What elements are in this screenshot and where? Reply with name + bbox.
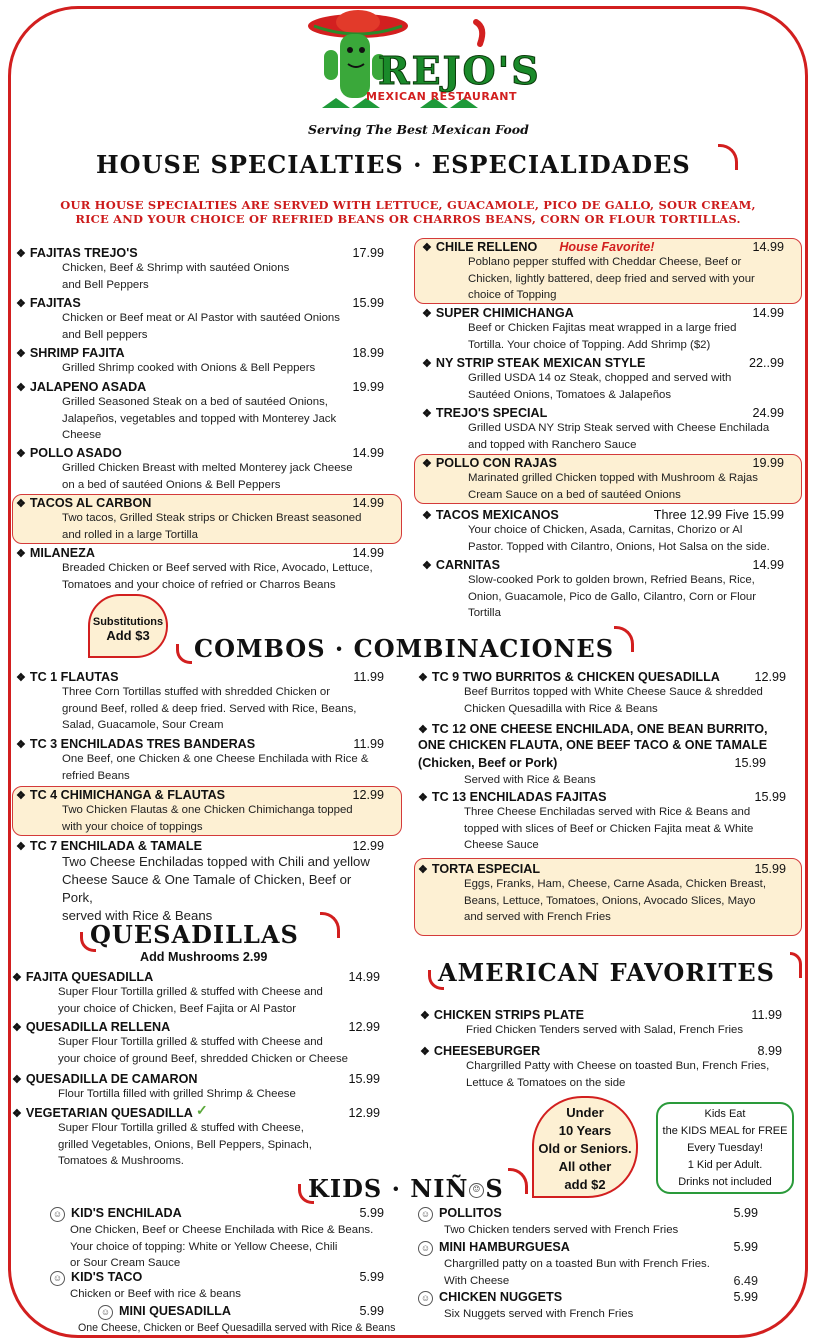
- bullet-diamond-icon: ❖: [16, 382, 26, 394]
- menu-item-price: 19.99: [752, 456, 784, 470]
- menu-item-header: [422, 456, 784, 470]
- menu-item-name: TC 1 FLAUTAS: [29, 670, 119, 684]
- menu-item-price: 15.99: [754, 862, 786, 876]
- menu-item-name-line2: ONE CHICKEN FLAUTA, ONE BEEF TACO & ONE TAMALE: [418, 738, 768, 752]
- menu-item-description: Served with Rice & Beans: [464, 774, 596, 786]
- house-note-line1: OUR HOUSE SPECIALTIES ARE SERVED WITH LETTUCE, GUACAMOLE, PICO DE GALLO, SOUR CREAM,: [60, 198, 756, 212]
- kids-title-text: KIDS · NIÑ: [308, 1174, 469, 1203]
- bullet-diamond-icon: ❖: [418, 864, 428, 876]
- menu-item-extra-price: 6.49: [733, 1273, 758, 1288]
- menu-item-description: Grilled Seasoned Steak on a bed of sautéed Onions,: [62, 396, 328, 408]
- menu-item-name-line3-row: [418, 754, 786, 772]
- menu-item-header: [16, 296, 384, 310]
- menu-item-description: and served with French Fries: [464, 911, 611, 923]
- menu-item-description: Cream Sauce on a bed of sautéed Onions: [468, 488, 681, 501]
- menu-item-description: Super Flour Tortilla grilled & stuffed with Cheese and: [58, 1036, 323, 1048]
- menu-item: [16, 296, 384, 343]
- menu-item-description: Marinated grilled Chicken topped with Mushroom & Rajas: [468, 472, 758, 484]
- menu-item-header: [16, 546, 384, 560]
- menu-item-description: your choice of ground Beef, shredded Chicken or Cheese: [58, 1052, 349, 1065]
- menu-item: [418, 1240, 758, 1289]
- menu-item-header: [420, 1008, 782, 1022]
- menu-item-price: 17.99: [352, 246, 384, 260]
- smiley-icon: ☺: [418, 1207, 433, 1222]
- menu-item-header: [16, 446, 384, 460]
- menu-item-description: Six Nuggets served with French Fries: [444, 1308, 634, 1320]
- menu-item-header: [422, 508, 784, 522]
- under10-l5: add $2: [564, 1177, 606, 1192]
- menu-item: [16, 496, 384, 543]
- menu-item-price: 15.99: [348, 1072, 380, 1086]
- menu-item-header: [422, 406, 784, 420]
- menu-item-name: POLLITOS: [439, 1206, 502, 1220]
- menu-item-extra-row: [418, 1273, 758, 1290]
- bullet-diamond-icon: ❖: [418, 724, 428, 736]
- menu-item-description: Beef or Chicken Fajitas meat wrapped in a large fried: [468, 322, 737, 334]
- substitutions-line2: Add $3: [106, 628, 150, 643]
- menu-item-description: Tomatoes & Mushrooms.: [58, 1155, 184, 1167]
- menu-item: [422, 558, 784, 622]
- menu-item-price: 14.99: [348, 970, 380, 984]
- menu-item-description: Chargrilled Patty with Cheese on toasted Bun, French Fries,: [466, 1060, 770, 1072]
- menu-item-description: served with Rice & Beans: [62, 908, 213, 923]
- menu-item-description: Poblano pepper stuffed with Cheddar Cheese, Beef or: [468, 256, 742, 268]
- menu-item-header: [12, 1072, 380, 1086]
- menu-item-description: and Bell peppers: [62, 328, 148, 341]
- bullet-diamond-icon: ❖: [422, 560, 432, 572]
- menu-item-name: FAJITAS TREJO'S: [29, 246, 138, 260]
- menu-item-price: Three 12.99 Five 15.99: [653, 508, 784, 522]
- bullet-diamond-icon: ❖: [422, 308, 432, 320]
- menu-item-name: CHICKEN STRIPS PLATE: [433, 1008, 585, 1022]
- menu-item-name: QUESADILLA DE CAMARON: [25, 1072, 198, 1086]
- menu-item: [422, 508, 784, 555]
- menu-item-header: [98, 1304, 384, 1320]
- menu-item: [50, 1206, 384, 1272]
- menu-item-description: and topped with Ranchero Sauce: [468, 438, 637, 451]
- menu-item: [422, 356, 784, 403]
- menu-item-price: 18.99: [352, 346, 384, 360]
- menu-item-description: Chicken, Beef & Shrimp with sautéed Onions: [62, 262, 290, 274]
- menu-item-header: [16, 380, 384, 394]
- smiley-icon: ☺: [469, 1183, 484, 1198]
- menu-item-name: CHILE RELLENO: [435, 240, 538, 254]
- bullet-diamond-icon: ❖: [420, 1010, 430, 1022]
- menu-item-price: 12.99: [352, 839, 384, 853]
- bullet-diamond-icon: ❖: [16, 739, 26, 751]
- menu-item-description: Grilled USDA NY Strip Steak served with Cheese Enchilada: [468, 422, 770, 434]
- menu-item-extra: With Cheese: [444, 1274, 510, 1287]
- menu-item: [16, 380, 384, 444]
- menu-item-description: Two Cheese Enchiladas topped with Chili and yellow: [62, 854, 370, 869]
- menu-item-header: [422, 356, 784, 370]
- bullet-diamond-icon: ❖: [12, 1022, 22, 1034]
- menu-item-price: 5.99: [359, 1206, 384, 1220]
- menu-item-header: [418, 722, 786, 736]
- menu-item-name-line3: (Chicken, Beef or Pork): [418, 756, 558, 770]
- menu-item-header: [12, 970, 380, 984]
- menu-item-header: [418, 670, 786, 684]
- menu-item-description: your choice of Chicken, Beef Fajita or Al Pastor: [58, 1002, 297, 1015]
- menu-item-header: [418, 790, 786, 804]
- menu-item-header: [418, 1206, 758, 1222]
- under10-l3: Old or Seniors.: [538, 1141, 632, 1156]
- menu-item-price: 22..99: [748, 356, 784, 370]
- menu-item-header: [418, 1240, 758, 1256]
- bullet-diamond-icon: ❖: [12, 972, 22, 984]
- menu-item-description: ground Beef, rolled & deep fried. Served with Rice, Beans,: [62, 702, 357, 715]
- menu-item-description: Chicken, lightly battered, deep fried and served with your: [468, 272, 755, 285]
- menu-item: [422, 406, 784, 453]
- combos-title: COMBOS · COMBINACIONES: [194, 634, 615, 663]
- smiley-icon: ☺: [50, 1207, 65, 1222]
- menu-item-price: 14.99: [352, 446, 384, 460]
- vegetarian-leaf-icon: ✓: [196, 1102, 208, 1118]
- menu-item: [16, 446, 384, 493]
- menu-item-price: 11.99: [353, 737, 384, 751]
- menu-item-price: 12.99: [348, 1020, 380, 1034]
- menu-item-price: 5.99: [359, 1304, 384, 1318]
- bullet-diamond-icon: ❖: [12, 1074, 22, 1086]
- menu-item-description: Two Chicken tenders served with French Fries: [444, 1224, 679, 1236]
- quesadillas-add: Add Mushrooms 2.99: [140, 950, 268, 964]
- menu-item: [422, 456, 784, 503]
- menu-item-header: [16, 737, 384, 751]
- menu-item-name: POLLO ASADO: [29, 446, 122, 460]
- menu-item-name: FAJITA QUESADILLA: [25, 970, 154, 984]
- menu-item-name: TC 3 ENCHILADAS TRES BANDERAS: [29, 737, 256, 751]
- menu-item-name: TORTA ESPECIAL: [431, 862, 541, 876]
- menu-item-description: Tomatoes and your choice of refried or Charros Beans: [62, 578, 336, 591]
- menu-item-name: TC 7 ENCHILADA & TAMALE: [29, 839, 202, 853]
- menu-item-header: [16, 839, 384, 853]
- bullet-diamond-icon: ❖: [418, 792, 428, 804]
- menu-item-name: MILANEZA: [29, 546, 95, 560]
- kidseat-l2: the KIDS MEAL for FREE: [662, 1125, 788, 1137]
- logo-tagline: Serving The Best Mexican Food: [308, 122, 529, 137]
- menu-item: [420, 1044, 782, 1091]
- menu-item-header: [418, 1290, 758, 1306]
- menu-item-price: 8.99: [757, 1044, 782, 1058]
- kidseat-l4: 1 Kid per Adult.: [687, 1159, 763, 1171]
- menu-item-description: Two tacos, Grilled Steak strips or Chicken Breast seasoned: [62, 512, 362, 524]
- bullet-diamond-icon: ❖: [16, 548, 26, 560]
- menu-item-description: Tortilla: [468, 607, 501, 619]
- menu-item-description: on a bed of sautéed Onions & Bell Peppers: [62, 478, 281, 491]
- bullet-diamond-icon: ❖: [422, 408, 432, 420]
- menu-item-header: [16, 788, 384, 802]
- menu-item-price: 15.99: [352, 296, 384, 310]
- menu-item-description: Chargrilled patty on a toasted Bun with French Fries.: [444, 1258, 710, 1270]
- menu-item: [16, 546, 384, 593]
- menu-item-price: 5.99: [733, 1240, 758, 1254]
- menu-item: [12, 970, 380, 1017]
- kidseat-l5: Drinks not included: [678, 1176, 772, 1188]
- menu-item-description: Three Corn Tortillas stuffed with shredded Chicken or: [62, 686, 331, 698]
- house-specialties-title: HOUSE SPECIALTIES · ESPECIALIDADES: [96, 150, 691, 179]
- menu-item-description: Grilled Shrimp cooked with Onions & Bell Peppers: [62, 362, 316, 374]
- menu-item: [418, 862, 786, 926]
- menu-item-description: Chicken or Beef with rice & beans: [70, 1288, 241, 1300]
- menu-item-price: 5.99: [359, 1270, 384, 1284]
- menu-item-header: [12, 1020, 380, 1034]
- menu-item: [422, 240, 784, 304]
- bullet-diamond-icon: ❖: [422, 458, 432, 470]
- menu-item-name: SUPER CHIMICHANGA: [435, 306, 574, 320]
- house-favorite-label: House Favorite!: [559, 240, 655, 254]
- bullet-diamond-icon: ❖: [420, 1046, 430, 1058]
- menu-item-description: Flour Tortilla filled with grilled Shrimp & Cheese: [58, 1088, 296, 1100]
- menu-item-name: CARNITAS: [435, 558, 501, 572]
- substitutions-badge: [88, 594, 168, 658]
- smiley-icon: ☺: [418, 1241, 433, 1256]
- menu-item: [16, 839, 384, 925]
- bullet-diamond-icon: ❖: [422, 510, 432, 522]
- menu-item-description: Breaded Chicken or Beef served with Rice, Avocado, Lettuce,: [62, 562, 373, 574]
- menu-item-header: [422, 558, 784, 572]
- kids-eat-free-box: [656, 1102, 794, 1194]
- menu-item: [16, 788, 384, 835]
- menu-item-description: Lettuce & Tomatoes on the side: [466, 1076, 626, 1089]
- menu-item-name: TACOS AL CARBON: [29, 496, 152, 510]
- menu-item: [16, 346, 384, 377]
- menu-item-description: Two Chicken Flautas & one Chicken Chimichanga topped: [62, 804, 353, 816]
- menu-item: [50, 1270, 384, 1303]
- menu-item-name: NY STRIP STEAK MEXICAN STYLE: [435, 356, 646, 370]
- menu-item-description: Cheese Sauce & One Tamale of Chicken, Beef or Pork,: [62, 872, 352, 905]
- menu-item-description: Chicken Quesadilla with Rice & Beans: [464, 702, 658, 715]
- menu-item-description: choice of Topping: [468, 289, 557, 301]
- menu-item: [16, 670, 384, 734]
- menu-item-header: [16, 670, 384, 684]
- menu-item: [16, 246, 384, 293]
- menu-item-description: Super Flour Tortilla grilled & stuffed with Cheese and: [58, 986, 323, 998]
- menu-item: [422, 306, 784, 353]
- substitutions-line1: Substitutions: [92, 616, 164, 628]
- menu-item: [418, 790, 786, 854]
- menu-item-description: and Bell Peppers: [62, 278, 149, 291]
- bullet-diamond-icon: ❖: [16, 248, 26, 260]
- menu-item-header: [422, 306, 784, 320]
- menu-item-description: One Beef, one Chicken & one Cheese Enchilada with Rice &: [62, 753, 369, 765]
- menu-item-name: SHRIMP FAJITA: [29, 346, 125, 360]
- menu-item-header: [16, 246, 384, 260]
- bullet-diamond-icon: ❖: [422, 242, 432, 254]
- menu-item-price: 5.99: [733, 1290, 758, 1304]
- menu-item-description: Sautéed Onions, Tomatoes & Jalapeños: [468, 388, 672, 401]
- menu-item-description: Your choice of topping: White or Yellow Cheese, Chili: [70, 1240, 338, 1253]
- menu-item: [12, 1020, 380, 1067]
- menu-item-description: Tortilla. Your choice of Topping. Add Shrimp ($2): [468, 338, 711, 351]
- menu-item-name: JALAPENO ASADA: [29, 380, 147, 394]
- menu-item-description: One Chicken, Beef or Cheese Enchilada with Rice & Beans.: [70, 1224, 374, 1236]
- menu-item-header: [16, 496, 384, 510]
- menu-item: [418, 1290, 758, 1323]
- menu-item-name: MINI HAMBURGUESA: [439, 1240, 570, 1254]
- menu-item-header: [420, 1044, 782, 1058]
- bullet-diamond-icon: ❖: [16, 348, 26, 360]
- menu-item-name: CHEESEBURGER: [433, 1044, 541, 1058]
- menu-item-description: Super Flour Tortilla grilled & stuffed with Cheese,: [58, 1122, 304, 1134]
- kids-title: [308, 1174, 504, 1203]
- menu-item: [78, 1304, 396, 1337]
- menu-item-name: MINI QUESADILLA: [119, 1304, 231, 1318]
- menu-item-description: grilled Vegetables, Onions, Bell Peppers, Spinach,: [58, 1138, 312, 1151]
- under10-l1: Under: [566, 1105, 604, 1120]
- logo-name: REJO'S: [378, 48, 541, 93]
- menu-item-description: Pastor. Topped with Cilantro, Onions, Hot Salsa on the side.: [468, 540, 770, 553]
- menu-item-price: 11.99: [751, 1008, 782, 1022]
- menu-item-description: One Cheese, Chicken or Beef Quesadilla served with Rice & Beans: [78, 1322, 396, 1334]
- menu-item-description: Cheese: [62, 429, 102, 441]
- menu-item-price: 15.99: [734, 756, 766, 770]
- under-10-badge: [532, 1096, 638, 1198]
- menu-item-description: topped with slices of Beef or Chicken Fajita meat & White: [464, 822, 754, 835]
- bullet-diamond-icon: ❖: [16, 672, 26, 684]
- menu-item-name: POLLO CON RAJAS: [435, 456, 557, 470]
- kids-title-end: S: [485, 1174, 504, 1203]
- menu-item-price: 12.99: [352, 788, 384, 802]
- menu-item: [418, 670, 786, 717]
- bullet-diamond-icon: ❖: [418, 672, 428, 684]
- menu-item-name: TC 12 ONE CHEESE ENCHILADA, ONE BEAN BURRITO,: [431, 722, 768, 736]
- menu-item-description: Eggs, Franks, Ham, Cheese, Carne Asada, Chicken Breast,: [464, 878, 766, 890]
- menu-item-price: 11.99: [353, 670, 384, 684]
- menu-item-price: 19.99: [352, 380, 384, 394]
- menu-item-description: Slow-cooked Pork to golden brown, Refried Beans, Rice,: [468, 574, 755, 586]
- menu-item-description: Your choice of Chicken, Asada, Carnitas, Chorizo or Al: [468, 524, 743, 536]
- menu-item-description: Jalapeños, vegetables and topped with Monterey Jack: [62, 412, 337, 425]
- menu-item-price: 15.99: [754, 790, 786, 804]
- menu-item: [420, 1008, 782, 1039]
- menu-item-description: Onion, Guacamole, Pico de Gallo, Cilantro, Corn or Flour: [468, 590, 757, 603]
- menu-item: [418, 1206, 758, 1239]
- bullet-diamond-icon: ❖: [16, 498, 26, 510]
- menu-item-price: 12.99: [754, 670, 786, 684]
- bullet-diamond-icon: ❖: [16, 790, 26, 802]
- menu-item-header: [16, 346, 384, 360]
- menu-item-name: TC 9 TWO BURRITOS & CHICKEN QUESADILLA: [431, 670, 720, 684]
- kidseat-l1: Kids Eat: [704, 1108, 746, 1120]
- menu-item-description: and rolled in a large Tortilla: [62, 528, 198, 541]
- american-favorites-title: AMERICAN FAVORITES: [438, 958, 775, 987]
- menu-item-description: Beef Burritos topped with White Cheese Sauce & shredded: [464, 686, 763, 698]
- menu-item-price: 14.99: [352, 546, 384, 560]
- menu-item-name: QUESADILLA RELLENA: [25, 1020, 171, 1034]
- menu-item-name-wrap: [436, 240, 753, 254]
- menu-item-description: Grilled USDA 14 oz Steak, chopped and served with: [468, 372, 732, 384]
- smiley-icon: ☺: [418, 1291, 433, 1306]
- menu-item-name: TC 4 CHIMICHANGA & FLAUTAS: [29, 788, 226, 802]
- under10-l4: All other: [558, 1159, 612, 1174]
- menu-item-header: [422, 240, 784, 254]
- menu-item-name: KID'S ENCHILADA: [71, 1206, 182, 1220]
- menu-item-description: refried Beans: [62, 769, 130, 782]
- smiley-icon: ☺: [98, 1305, 113, 1320]
- bullet-diamond-icon: ❖: [16, 298, 26, 310]
- restaurant-logo: [300, 8, 541, 140]
- quesadillas-title: QUESADILLAS: [90, 920, 299, 949]
- bullet-diamond-icon: ❖: [12, 1108, 22, 1120]
- bullet-diamond-icon: ❖: [16, 448, 26, 460]
- menu-item-price: 12.99: [348, 1106, 380, 1120]
- menu-item-description: Three Cheese Enchiladas served with Rice & Beans and: [464, 806, 751, 818]
- menu-item-name: VEGETARIAN QUESADILLA: [25, 1106, 193, 1120]
- menu-item-name: TC 13 ENCHILADAS FAJITAS: [431, 790, 607, 804]
- menu-item-header: [50, 1270, 384, 1286]
- menu-item-description: Beans, Lettuce, Tomatoes, Onions, Avocado Slices, Mayo: [464, 894, 756, 907]
- menu-item: [418, 722, 786, 789]
- menu-item-name: KID'S TACO: [71, 1270, 143, 1284]
- smiley-icon: ☺: [50, 1271, 65, 1286]
- menu-item-description: Grilled Chicken Breast with melted Monterey jack Cheese: [62, 462, 353, 474]
- menu-item-description: or Sour Cream Sauce: [70, 1257, 181, 1269]
- menu-item-price: 14.99: [752, 558, 784, 572]
- menu-item-description: Chicken or Beef meat or Al Pastor with sautéed Onions: [62, 312, 340, 324]
- menu-item-name: TREJO'S SPECIAL: [435, 406, 548, 420]
- menu-item: [16, 737, 384, 784]
- menu-item-description: Salad, Guacamole, Sour Cream: [62, 719, 224, 731]
- menu-item-name: FAJITAS: [29, 296, 81, 310]
- menu-item-description: Fried Chicken Tenders served with Salad, French Fries: [466, 1024, 744, 1036]
- menu-item-description: with your choice of toppings: [62, 820, 203, 833]
- menu-item-header: [50, 1206, 384, 1222]
- kidseat-l3: Every Tuesday!: [687, 1142, 763, 1154]
- bullet-diamond-icon: ❖: [16, 841, 26, 853]
- menu-item-description: Cheese Sauce: [464, 839, 539, 851]
- under10-l2: 10 Years: [558, 1123, 612, 1138]
- menu-item-name: TACOS MEXICANOS: [435, 508, 559, 522]
- menu-item-header: [418, 862, 786, 876]
- house-note-line2: RICE AND YOUR CHOICE OF REFRIED BEANS OR CHARROS BEANS, CORN OR FLOUR TORTILLAS.: [75, 212, 741, 226]
- menu-item-price: 14.99: [752, 240, 784, 254]
- logo-subtitle: MEXICAN RESTAURANT: [366, 90, 518, 103]
- menu-item-price: 14.99: [752, 306, 784, 320]
- bullet-diamond-icon: ❖: [422, 358, 432, 370]
- menu-item-price: 5.99: [733, 1206, 758, 1220]
- menu-item-price: 14.99: [352, 496, 384, 510]
- menu-item-price: 24.99: [752, 406, 784, 420]
- menu-item: [12, 1072, 380, 1103]
- menu-item-name: CHICKEN NUGGETS: [439, 1290, 563, 1304]
